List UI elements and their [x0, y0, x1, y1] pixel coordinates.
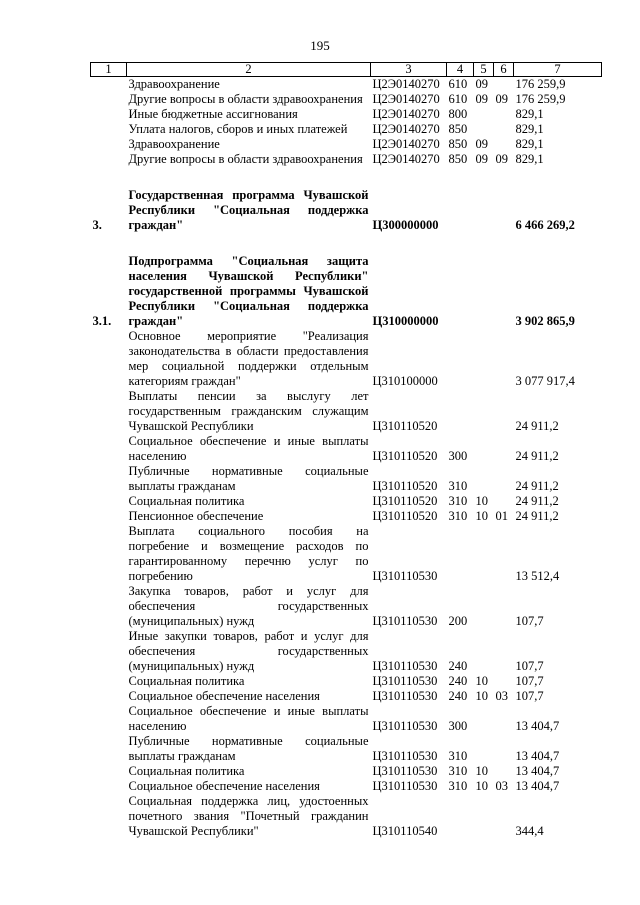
- cell-item-name: Уплата налогов, сборов и иных платежей: [128, 122, 348, 136]
- cell-expense-type: [447, 389, 474, 434]
- cell-target-code: Ц310100000: [372, 374, 438, 388]
- cell-amount: 107,7: [515, 689, 544, 703]
- cell-expense-type: 850: [448, 137, 468, 151]
- cell-expense-type: 800: [448, 107, 468, 121]
- cell-subsection-code: 03: [495, 779, 508, 793]
- cell-target-code: Ц310110530: [372, 764, 438, 778]
- cell-item-name: Здравоохранение: [128, 137, 220, 151]
- cell-item-name: Иные бюджетные ассигнования: [128, 107, 298, 121]
- cell-item-number: 3.: [92, 218, 102, 232]
- cell-amount: 176 259,9: [515, 92, 566, 106]
- table-row: [91, 734, 602, 764]
- cell-amount: 107,7: [515, 614, 544, 628]
- cell-subsection-code: [494, 389, 514, 434]
- cell-item-number: [91, 77, 127, 93]
- cell-item-name: Социальная поддержка лиц, удостоенных почетного звания "Почетный гражданин Чувашской Республики": [128, 794, 369, 838]
- cell-amount: 107,7: [515, 674, 544, 688]
- cell-target-code: Ц310000000: [372, 314, 439, 328]
- cell-item-name: Публичные нормативные социальные выплаты гражданам: [128, 734, 369, 763]
- cell-subsection-code: [494, 107, 514, 122]
- header-col-5: 5: [474, 63, 494, 77]
- table-row: [91, 389, 602, 434]
- header-col-1: 1: [91, 63, 127, 77]
- cell-subsection-code: [494, 704, 514, 734]
- cell-item-name: Выплата социального пособия на погребение и возмещение расходов по гарантированному перечню услуг по погребению: [128, 524, 369, 583]
- table-row: [91, 704, 602, 734]
- cell-section-code: [474, 584, 494, 629]
- cell-item-number: [91, 674, 127, 689]
- cell-section-code: [474, 389, 494, 434]
- cell-target-code: Ц310110530: [372, 689, 438, 703]
- column-number-header: [91, 63, 602, 77]
- cell-expense-type: 300: [448, 449, 468, 463]
- cell-target-code: Ц310110520: [372, 449, 438, 463]
- cell-item-number: [91, 524, 127, 584]
- cell-target-code: Ц300000000: [372, 218, 439, 232]
- cell-item-name: Закупка товаров, работ и услуг для обеспечения государственных (муниципальных) нужд: [128, 584, 369, 628]
- table-row: [91, 524, 602, 584]
- table-row: [91, 794, 602, 839]
- cell-amount: 13 404,7: [515, 719, 560, 733]
- cell-target-code: Ц2Э0140270: [372, 107, 440, 121]
- cell-section-code: 09: [475, 92, 488, 106]
- cell-target-code: Ц310110540: [372, 824, 438, 838]
- cell-item-number: [91, 464, 127, 494]
- cell-section-code: 10: [475, 674, 488, 688]
- cell-target-code: Ц2Э0140270: [372, 77, 440, 91]
- table-row: [91, 107, 602, 122]
- cell-item-name: Социальное обеспечение и иные выплаты населению: [128, 434, 369, 463]
- cell-section-code: [474, 704, 494, 734]
- table-row: [91, 689, 602, 704]
- cell-amount: 13 404,7: [515, 749, 560, 763]
- table-row: [91, 137, 602, 152]
- cell-section-code: [474, 794, 494, 839]
- cell-amount: 13 512,4: [515, 569, 560, 583]
- cell-amount: 3 902 865,9: [515, 314, 575, 328]
- cell-target-code: Ц310110520: [372, 419, 438, 433]
- cell-section-code: 10: [475, 509, 488, 523]
- table-row: [91, 77, 602, 93]
- table-row: [91, 464, 602, 494]
- cell-section-code: [474, 734, 494, 764]
- cell-subsection-code: [494, 77, 514, 93]
- cell-section-code: [474, 122, 494, 137]
- cell-expense-type: [447, 254, 474, 329]
- cell-amount: 6 466 269,2: [515, 218, 575, 232]
- table-row: [91, 188, 602, 233]
- cell-amount: 829,1: [515, 122, 544, 136]
- cell-item-number: [91, 107, 127, 122]
- cell-amount: 24 911,2: [515, 449, 559, 463]
- cell-target-code: Ц310110520: [372, 509, 438, 523]
- cell-item-number: [91, 92, 127, 107]
- cell-subsection-code: [494, 584, 514, 629]
- cell-item-number: [91, 152, 127, 167]
- cell-section-code: [474, 464, 494, 494]
- header-col-6: 6: [494, 63, 514, 77]
- cell-section-code: [474, 629, 494, 674]
- cell-section-code: [474, 254, 494, 329]
- row-spacer: [91, 167, 602, 188]
- cell-item-number: [91, 704, 127, 734]
- cell-subsection-code: 03: [495, 689, 508, 703]
- cell-section-code: 10: [475, 779, 488, 793]
- cell-section-code: 09: [475, 77, 488, 91]
- cell-target-code: Ц310110530: [372, 614, 438, 628]
- cell-expense-type: 310: [448, 779, 468, 793]
- cell-item-number: [91, 137, 127, 152]
- cell-item-name: Социальное обеспечение населения: [128, 689, 320, 703]
- table-row: [91, 629, 602, 674]
- cell-expense-type: 850: [448, 122, 468, 136]
- table-row: [91, 779, 602, 794]
- cell-subsection-code: [494, 329, 514, 389]
- cell-subsection-code: [494, 122, 514, 137]
- cell-item-number: [91, 434, 127, 464]
- table-row: [91, 434, 602, 464]
- cell-section-code: [474, 188, 494, 233]
- table-row: [91, 764, 602, 779]
- cell-subsection-code: [494, 524, 514, 584]
- cell-amount: 829,1: [515, 107, 544, 121]
- cell-target-code: Ц2Э0140270: [372, 152, 440, 166]
- cell-item-name: Пенсионное обеспечение: [128, 509, 264, 523]
- spacer-cell: [91, 233, 602, 254]
- cell-item-name: Основное мероприятие "Реализация законодательства в области предоставления мер социальной поддержки отдельным категориям граждан": [128, 329, 369, 388]
- cell-item-name: Публичные нормативные социальные выплаты гражданам: [128, 464, 369, 493]
- cell-item-number: [91, 329, 127, 389]
- cell-item-number: [91, 122, 127, 137]
- cell-expense-type: 240: [448, 674, 468, 688]
- cell-section-code: [474, 434, 494, 464]
- header-col-2: 2: [127, 63, 371, 77]
- cell-expense-type: 850: [448, 152, 468, 166]
- cell-subsection-code: [494, 494, 514, 509]
- table-body: [91, 77, 602, 840]
- table-row: [91, 122, 602, 137]
- cell-section-code: 09: [475, 152, 488, 166]
- cell-item-name: Другие вопросы в области здравоохранения: [128, 152, 363, 166]
- cell-amount: 176 259,9: [515, 77, 566, 91]
- cell-target-code: Ц2Э0140270: [372, 122, 440, 136]
- table-row: [91, 254, 602, 329]
- table-row: [91, 152, 602, 167]
- cell-item-name: Иные закупки товаров, работ и услуг для обеспечения государственных (муниципальных) нужд: [128, 629, 369, 673]
- cell-item-name: Социальная политика: [128, 674, 245, 688]
- cell-expense-type: 310: [448, 764, 468, 778]
- cell-item-name: Выплаты пенсии за выслугу лет государственным гражданским служащим Чувашской Республики: [128, 389, 369, 433]
- cell-section-code: 10: [475, 689, 488, 703]
- cell-expense-type: 240: [448, 689, 468, 703]
- cell-item-name: Социальная политика: [128, 764, 245, 778]
- cell-item-number: [91, 794, 127, 839]
- cell-subsection-code: [494, 629, 514, 674]
- header-col-3: 3: [371, 63, 447, 77]
- cell-target-code: Ц2Э0140270: [372, 137, 440, 151]
- cell-target-code: Ц310110530: [372, 659, 438, 673]
- cell-subsection-code: [494, 254, 514, 329]
- cell-item-name: Социальная политика: [128, 494, 245, 508]
- cell-subsection-code: [494, 674, 514, 689]
- cell-subsection-code: [494, 434, 514, 464]
- cell-item-number: [91, 494, 127, 509]
- cell-item-number: [91, 584, 127, 629]
- cell-amount: 829,1: [515, 152, 544, 166]
- cell-item-number: [91, 389, 127, 434]
- cell-subsection-code: [494, 764, 514, 779]
- cell-target-code: Ц2Э0140270: [372, 92, 440, 106]
- cell-amount: 3 077 917,4: [515, 374, 575, 388]
- cell-target-code: Ц310110530: [372, 674, 438, 688]
- cell-expense-type: 610: [448, 77, 468, 91]
- cell-amount: 24 911,2: [515, 479, 559, 493]
- cell-subsection-code: [494, 794, 514, 839]
- cell-expense-type: [447, 188, 474, 233]
- cell-subsection-code: [494, 137, 514, 152]
- cell-item-name: Здравоохранение: [128, 77, 220, 91]
- cell-subsection-code: 01: [495, 509, 508, 523]
- cell-target-code: Ц310110530: [372, 779, 438, 793]
- cell-target-code: Ц310110530: [372, 749, 438, 763]
- cell-amount: 13 404,7: [515, 764, 560, 778]
- cell-expense-type: 300: [448, 719, 468, 733]
- cell-subsection-code: 09: [495, 92, 508, 106]
- cell-target-code: Ц310110520: [372, 494, 438, 508]
- table-row: [91, 509, 602, 524]
- cell-expense-type: 310: [448, 494, 468, 508]
- cell-item-number: [91, 764, 127, 779]
- cell-item-name: Социальное обеспечение и иные выплаты населению: [128, 704, 369, 733]
- cell-target-code: Ц310110530: [372, 569, 438, 583]
- cell-item-number: [91, 509, 127, 524]
- cell-item-name: Социальное обеспечение населения: [128, 779, 320, 793]
- table-row: [91, 329, 602, 389]
- cell-subsection-code: [494, 188, 514, 233]
- header-col-4: 4: [447, 63, 474, 77]
- cell-expense-type: 610: [448, 92, 468, 106]
- budget-table: [90, 62, 602, 839]
- cell-item-number: [91, 689, 127, 704]
- cell-item-name: Государственная программа Чувашской Республики "Социальная поддержка граждан": [128, 188, 369, 232]
- cell-expense-type: 310: [448, 749, 468, 763]
- cell-amount: 24 911,2: [515, 419, 559, 433]
- page-number: 195: [310, 38, 330, 53]
- table-row: [91, 674, 602, 689]
- cell-expense-type: 240: [448, 659, 468, 673]
- table-row: [91, 584, 602, 629]
- cell-section-code: [474, 107, 494, 122]
- cell-amount: 13 404,7: [515, 779, 560, 793]
- cell-section-code: 10: [475, 764, 488, 778]
- cell-expense-type: 310: [448, 509, 468, 523]
- cell-item-name: Подпрограмма "Социальная защита населения Чувашской Республики" государственной программы Чувашской Республики "Социальная поддержка граждан": [128, 254, 369, 328]
- cell-section-code: [474, 524, 494, 584]
- spacer-cell: [91, 167, 602, 188]
- cell-section-code: 10: [475, 494, 488, 508]
- cell-item-number: [91, 779, 127, 794]
- row-spacer: [91, 233, 602, 254]
- header-col-7: 7: [514, 63, 602, 77]
- cell-expense-type: 200: [448, 614, 468, 628]
- cell-target-code: Ц310110530: [372, 719, 438, 733]
- cell-expense-type: [447, 794, 474, 839]
- cell-amount: 107,7: [515, 659, 544, 673]
- cell-item-name: Другие вопросы в области здравоохранения: [128, 92, 363, 106]
- cell-section-code: 09: [475, 137, 488, 151]
- cell-expense-type: [447, 524, 474, 584]
- cell-item-number: 3.1.: [92, 314, 112, 328]
- cell-amount: 24 911,2: [515, 509, 559, 523]
- cell-section-code: [474, 329, 494, 389]
- cell-item-number: [91, 629, 127, 674]
- table-row: [91, 494, 602, 509]
- cell-expense-type: [447, 329, 474, 389]
- cell-item-number: [91, 734, 127, 764]
- cell-amount: 24 911,2: [515, 494, 559, 508]
- cell-target-code: Ц310110520: [372, 479, 438, 493]
- table-row: [91, 92, 602, 107]
- cell-amount: 829,1: [515, 137, 544, 151]
- cell-subsection-code: [494, 734, 514, 764]
- cell-subsection-code: 09: [495, 152, 508, 166]
- cell-amount: 344,4: [515, 824, 544, 838]
- cell-expense-type: 310: [448, 479, 468, 493]
- cell-subsection-code: [494, 464, 514, 494]
